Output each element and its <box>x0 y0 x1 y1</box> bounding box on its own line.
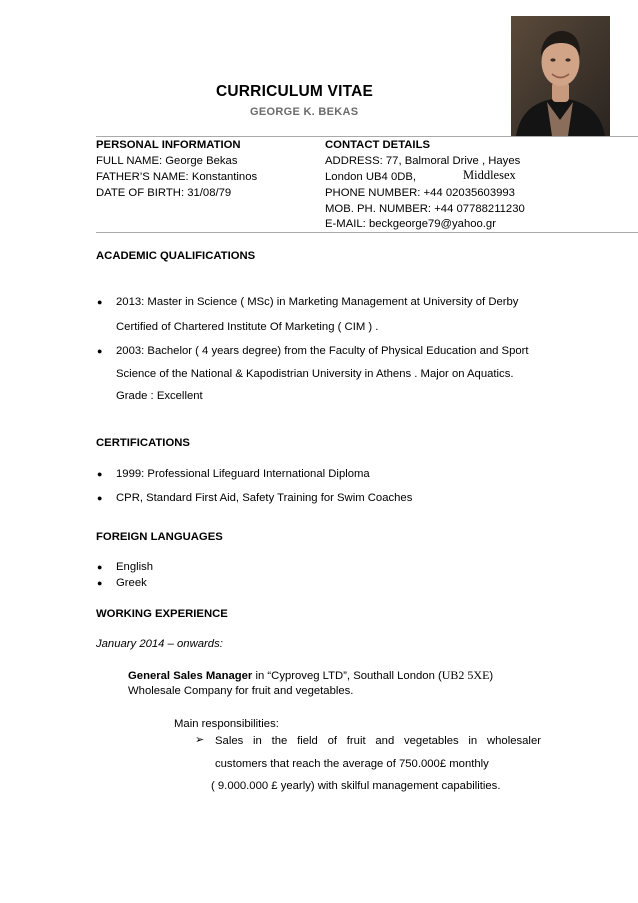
academic-item-1-line-2: Certified of Chartered Institute Of Marketing ( CIM ) . <box>116 321 379 333</box>
address: ADDRESS: 77, Balmoral Drive , Hayes <box>325 155 521 167</box>
language-item: Greek <box>116 577 147 589</box>
company-description: Wholesale Company for fruit and vegetables. <box>128 685 354 697</box>
bullet-icon: ● <box>97 493 103 503</box>
responsibility-line-2: customers that reach the average of 750.000£ monthly <box>215 758 489 770</box>
experience-heading: WORKING EXPERIENCE <box>96 608 228 620</box>
languages-heading: FOREIGN LANGUAGES <box>96 531 223 543</box>
section-divider <box>96 232 638 233</box>
academic-item-1-line-1: 2013: Master in Science ( MSc) in Marketing Management at University of Derby <box>116 296 519 308</box>
academic-heading: ACADEMIC QUALIFICATIONS <box>96 250 256 262</box>
phone-number: PHONE NUMBER: +44 02035603993 <box>325 187 515 199</box>
bullet-icon: ● <box>97 578 103 588</box>
date-of-birth: DATE OF BIRTH: 31/08/79 <box>96 187 232 199</box>
arrow-bullet-icon: ➢ <box>195 734 205 746</box>
certification-item: 1999: Professional Lifeguard International Diploma <box>116 468 370 480</box>
experience-period: January 2014 – onwards: <box>96 638 223 650</box>
fathers-name: FATHER’S NAME: Konstantinos <box>96 171 258 183</box>
bullet-icon: ● <box>97 469 103 479</box>
responsibility-line-1: Sales in the field of fruit and vegetables in wholesaler <box>215 735 541 747</box>
contact-details-heading: CONTACT DETAILS <box>325 139 431 151</box>
certification-item: CPR, Standard First Aid, Safety Training for Swim Coaches <box>116 492 413 504</box>
section-divider <box>96 136 638 137</box>
academic-item-2-line-2: Science of the National & Kapodistrian University in Athens . Major on Aquatics. <box>116 368 514 380</box>
bullet-icon: ● <box>97 562 103 572</box>
personal-info-heading: PERSONAL INFORMATION <box>96 139 241 151</box>
job-postcode-close: ) <box>489 670 494 682</box>
bullet-icon: ● <box>97 346 103 356</box>
full-name: FULL NAME: George Bekas <box>96 155 238 167</box>
mobile-number: MOB. PH. NUMBER: +44 07788211230 <box>325 203 525 215</box>
address-city: London UB4 0DB, <box>325 171 417 183</box>
academic-item-2-line-3: Grade : Excellent <box>116 390 203 402</box>
address-county: Middlesex <box>463 168 516 182</box>
document-title: CURRICULUM VITAE <box>216 83 374 100</box>
job-employer: in “Cyproveg LTD”, Southall London ( <box>252 670 442 682</box>
candidate-name: GEORGE K. BEKAS <box>250 106 359 118</box>
experience-role-line <box>128 668 542 683</box>
job-postcode: UB2 5XE <box>441 668 490 682</box>
profile-photo <box>511 16 610 136</box>
academic-item-2-line-1: 2003: Bachelor ( 4 years degree) from the Faculty of Physical Education and Sport <box>116 345 529 357</box>
responsibility-line-3: ( 9.000.000 £ yearly) with skilful management capabilities. <box>211 780 501 792</box>
responsibilities-label: Main responsibilities: <box>174 718 279 730</box>
certifications-heading: CERTIFICATIONS <box>96 437 190 449</box>
bullet-icon: ● <box>97 297 103 307</box>
email: E-MAIL: beckgeorge79@yahoo.gr <box>325 218 496 230</box>
language-item: English <box>116 561 154 573</box>
job-title: General Sales Manager <box>128 670 253 682</box>
